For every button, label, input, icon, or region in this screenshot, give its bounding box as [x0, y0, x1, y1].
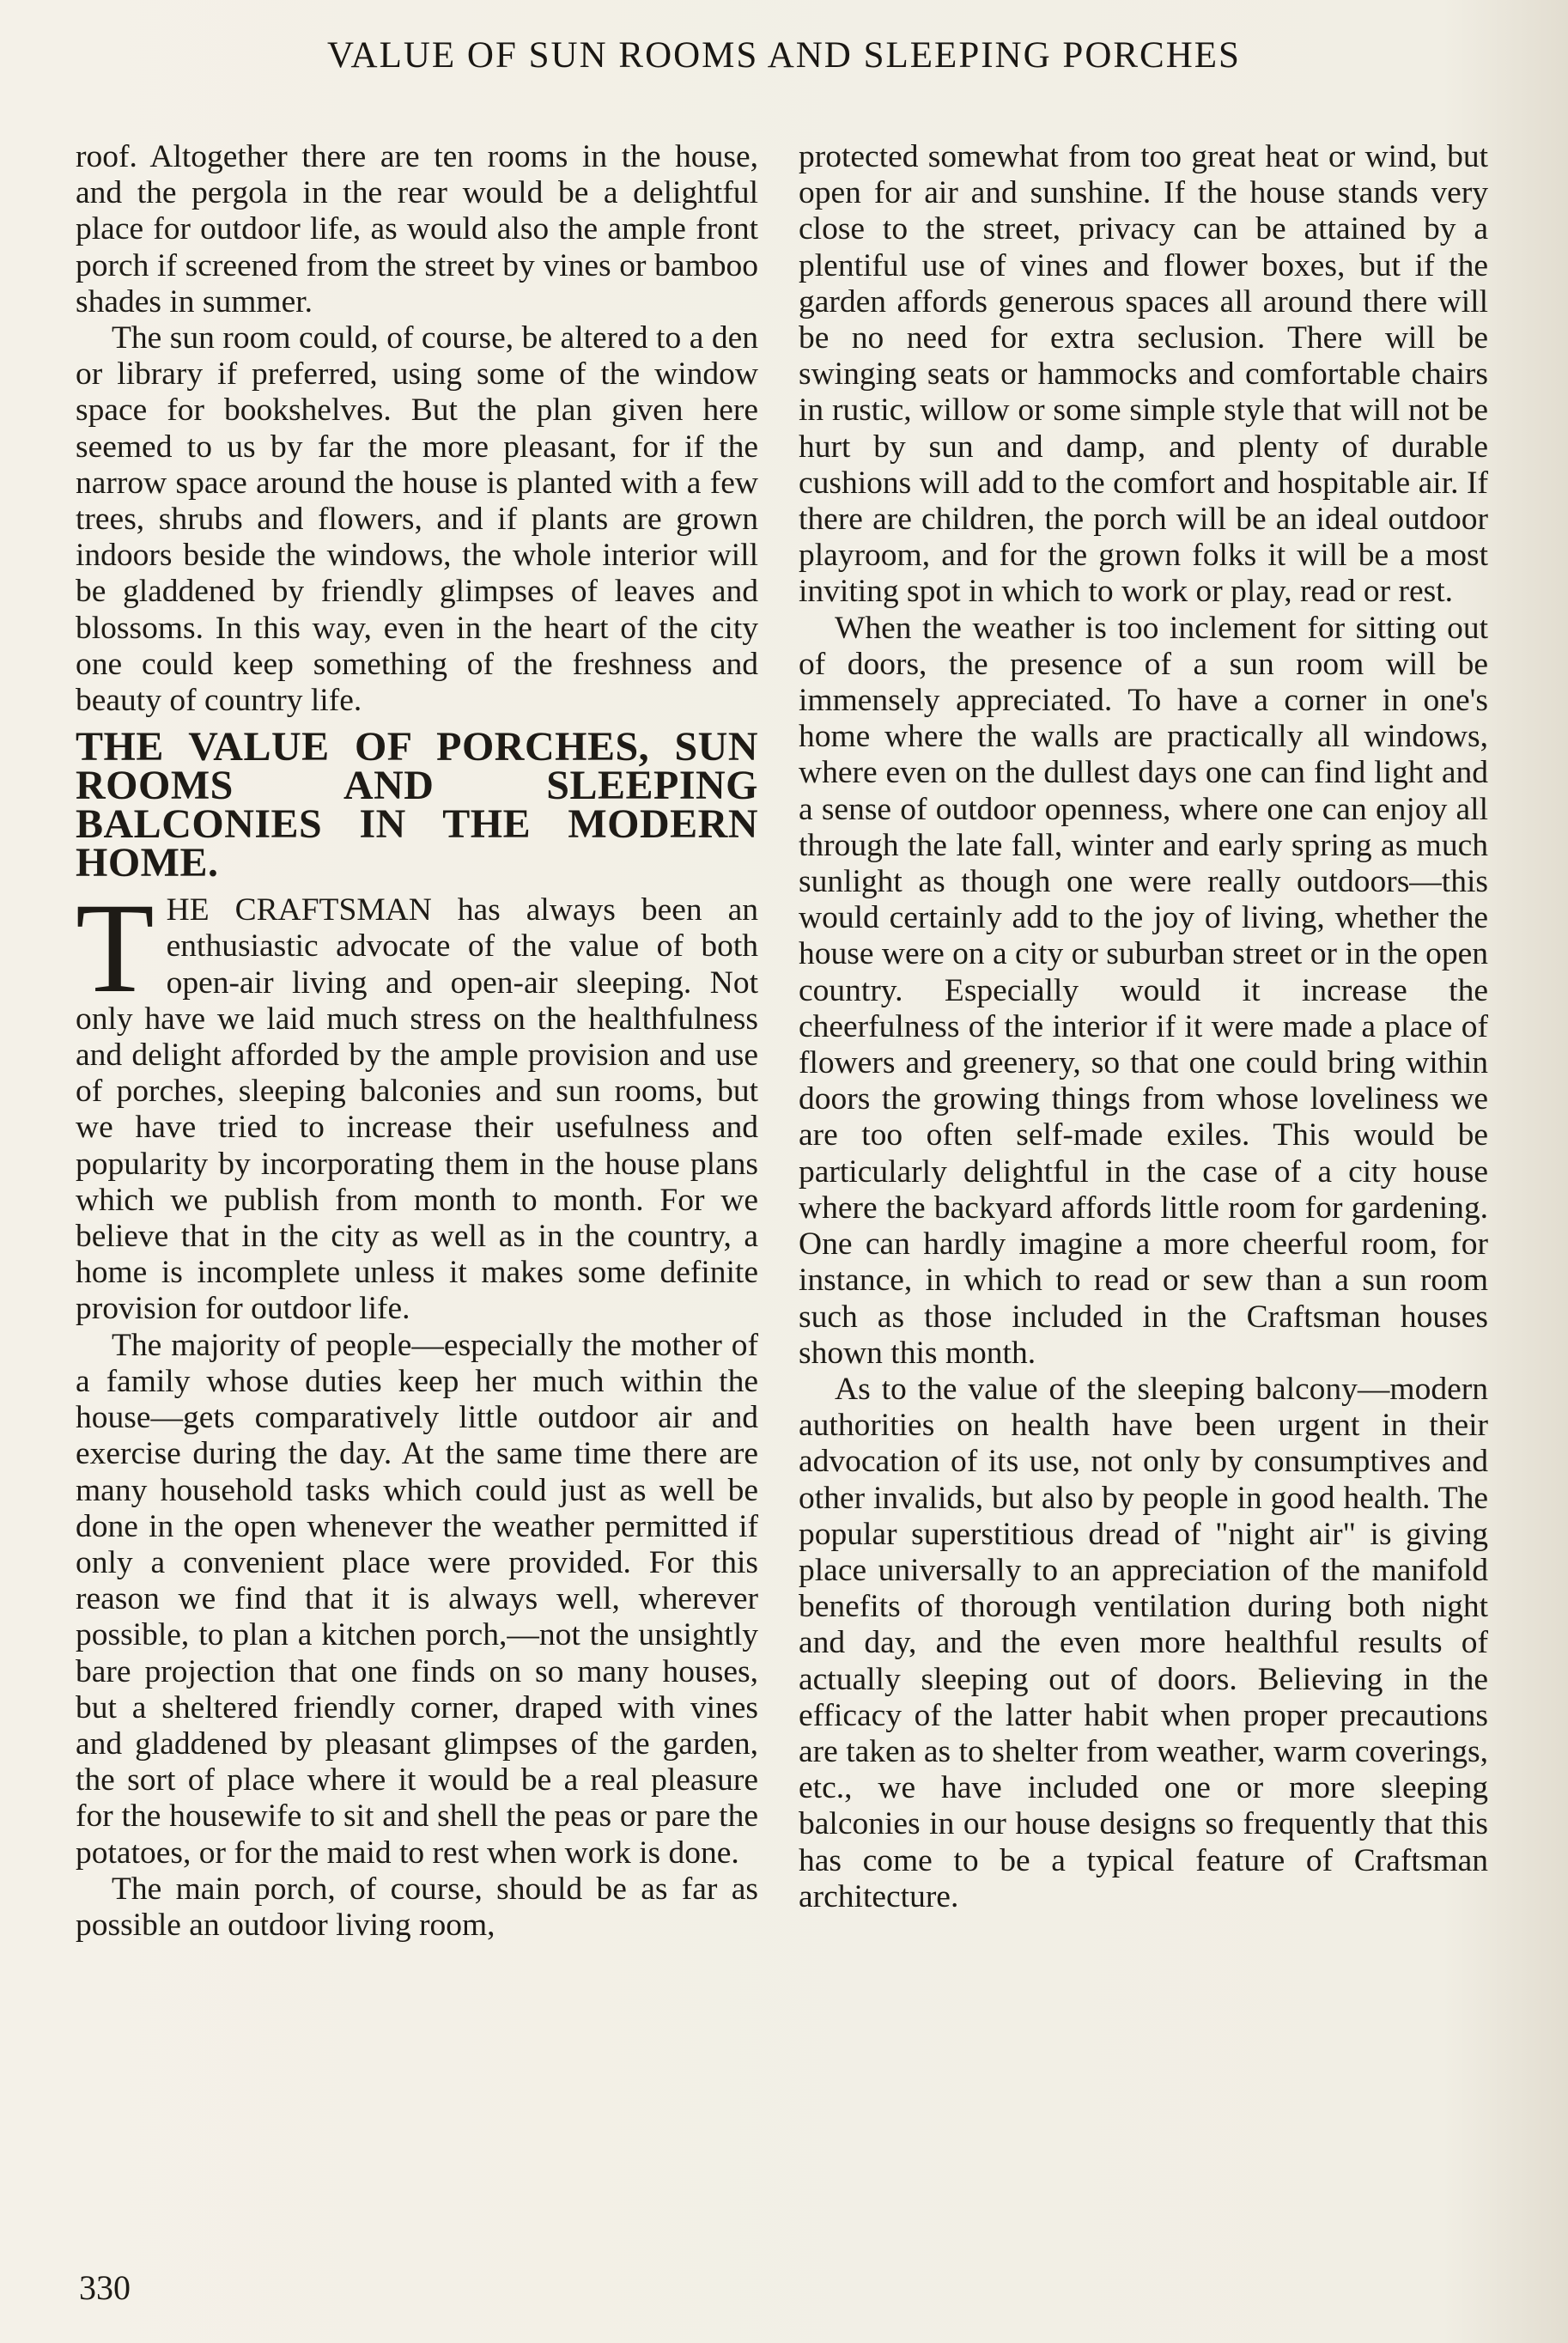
paragraph: protected somewhat from too great heat or wind, but open for air and sunshine. If the house stands very close to the street, privacy can be attained by a plentiful use of vines and flower boxes, but if the garden affords generous spaces all around there will be no need for extra seclusion. There will be swinging seats or hammocks and comfortable chairs in rustic, willow or some simple style that will not be hurt by sun and damp, and plenty of durable cushions will add to the comfort and hospitable air. If there are children, the porch will be an ideal outdoor playroom, and for the grown folks it will be a most inviting spot in which to work or play, read or rest.: [799, 139, 1488, 610]
drop-cap: T: [76, 877, 155, 1020]
running-head: VALUE OF SUN ROOMS AND SLEEPING PORCHES: [327, 35, 1241, 76]
paragraph-text: HE CRAFTSMAN has always been an enthusiastic advocate of the value of both open-air living and open-air sleeping. Not only have we laid much stress on the healthfulness and delight afforded by the ample provision and use of porches, sleeping balconies and sun rooms, but we have tried to increase their usefulness and popularity by incorporating them in the house plans which we publish from month to month. For we believe that in the city as well as in the country, a home is incomplete unless it makes some definite provision for outdoor life.: [76, 892, 758, 1327]
paragraph: roof. Altogether there are ten rooms in the house, and the pergola in the rear would be a delightful place for outdoor life, as would also the ample front porch if screened from the street by vines or bamboo shades in summer.: [76, 139, 758, 320]
page-number: 330: [79, 2268, 131, 2307]
paragraph-with-dropcap: [76, 877, 758, 1327]
paragraph: The majority of people—especially the mother of a family whose duties keep her much within the house—gets comparatively little outdoor air and exercise during the day. At the same time there are many household tasks which could just as well be done in the open whenever the weather permitted if only a convenient place were provided. For this reason we find that it is always well, wherever possible, to plan a kitchen porch,—not the unsightly bare projection that one finds on so many houses, but a sheltered friendly corner, draped with vines and gladdened by pleasant glimpses of the garden, the sort of place where it would be a real pleasure for the housewife to sit and shell the peas or pare the potatoes, or for the maid to rest when work is done.: [76, 1327, 758, 1871]
paragraph: When the weather is too inclement for sitting out of doors, the presence of a sun room will be immensely appreciated. To have a corner in one's home where the walls are practically all windows, where even on the dullest days one can find light and a sense of outdoor openness, where one can enjoy all through the late fall, winter and early spring as much sunlight as though one were really outdoors—this would certainly add to the joy of living, whether the house were on a city or suburban street or in the open country. Especially would it increase the cheerfulness of the interior if it were made a place of flowers and greenery, so that one could bring within doors the growing things from whose loveliness we are too often self-made exiles. This would be particularly delightful in the case of a city house where the backyard affords little room for gardening. One can hardly imagine a more cheerful room, for instance, in which to read or sew than a sun room such as those included in the Craftsman houses shown this month.: [799, 610, 1488, 1371]
paragraph: The sun room could, of course, be altered to a den or library if preferred, using some of the window space for bookshelves. But the plan given here seemed to us by far the more pleasant, for if the narrow space around the house is planted with a few trees, shrubs and flowers, and if plants are grown indoors beside the windows, the whole interior will be gladdened by friendly glimpses of leaves and blossoms. In this way, even in the heart of the city one could keep something of the freshness and beauty of country life.: [76, 320, 758, 719]
paragraph: The main porch, of course, should be as far as possible an outdoor living room,: [76, 1871, 758, 1943]
right-column: [799, 139, 1488, 1915]
left-column: [76, 139, 758, 1944]
paragraph: As to the value of the sleeping balcony—modern authorities on health have been urgent in their advocation of its use, not only by consumptives and other invalids, but also by people in good health. The popular superstitious dread of "night air" is giving place universally to an appreciation of the manifold benefits of thorough ventilation during both night and day, and the even more healthful results of actually sleeping out of doors. Believing in the efficacy of the latter habit when proper precautions are taken as to shelter from weather, warm coverings, etc., we have included one or more sleeping balconies in our house designs so frequently that this has come to be a typical feature of Craftsman architecture.: [799, 1371, 1488, 1914]
section-heading: THE VALUE OF PORCHES, SUN ROOMS AND SLEEPING BALCONIES IN THE MODERN HOME.: [76, 724, 758, 886]
